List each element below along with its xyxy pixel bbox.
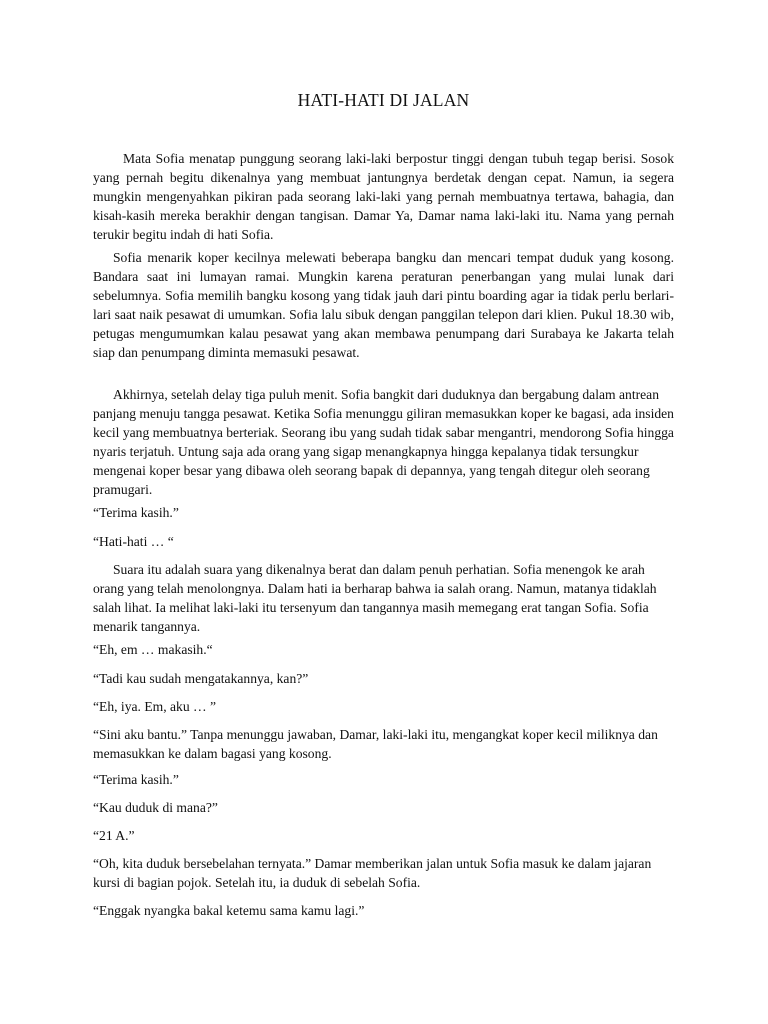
paragraph-1: Mata Sofia menatap punggung seorang laki-laki berpostur tinggi dengan tubuh tegap berisi. Sosok yang pernah begitu dikenalnya yang membuat jantungnya berdetak dengan cepat. Namun, ia segera mungkin mengenyahkan pikiran pada seorang laki-laki yang pernah membuatnya tertawa, bahagia, dan kisah-kasih mereka berakhir dengan tangisan. Damar Ya, Damar nama laki-laki itu. Nama yang pernah terukir begitu indah di hati Sofia. <box>93 151 674 242</box>
paragraph-5: “Sini aku bantu.” Tanpa menunggu jawaban, Damar, laki-laki itu, mengangkat koper kecil miliknya dan memasukkan ke dalam bagasi yang kosong. <box>93 727 658 761</box>
dialogue-line-5: “Eh, iya. Em, aku … ” <box>93 699 217 714</box>
paragraph-6: “Oh, kita duduk bersebelahan ternyata.” Damar memberikan jalan untuk Sofia masuk ke dalam jajaran kursi di bagian pojok. Setelah itu, ia duduk di sebelah Sofia. <box>93 856 652 890</box>
dialogue-line-4: “Tadi kau sudah mengatakannya, kan?” <box>93 671 309 686</box>
paragraph-3: Akhirnya, setelah delay tiga puluh menit. Sofia bangkit dari duduknya dan bergabung dalam antrean panjang menuju tangga pesawat. Ketika Sofia menunggu giliran memasukkan koper ke bagasi, ada insiden kecil yang membuatnya berteriak. Seorang ibu yang sudah tidak sabar mengantri, mendorong Sofia hingga nyaris terjatuh. Untung saja ada orang yang sigap menangkapnya hingga kepalanya tidak tersungkur mengenai koper besar yang dibawa oleh seorang bapak di depannya, yang tengah ditegur oleh seorang pramugari. <box>93 387 674 497</box>
dialogue-line-2: “Hati-hati … “ <box>93 534 174 549</box>
paragraph-4: Suara itu adalah suara yang dikenalnya berat dan dalam penuh perhatian. Sofia menengok ke arah orang yang telah menolongnya. Dalam hati ia berharap bahwa ia salah orang. Namun, matanya tidaklah salah lihat. Ia melihat laki-laki itu tersenyum dan tangannya masih memegang erat tangan Sofia. Sofia menarik tangannya. <box>93 562 657 634</box>
dialogue-line-1: “Terima kasih.” <box>93 505 179 520</box>
paragraph-2: Sofia menarik koper kecilnya melewati beberapa bangku dan mencari tempat duduk yang kosong. Bandara saat ini lumayan ramai. Mungkin karena peraturan penerbangan yang mulai lunak dari sebelumnya. Sofia memilih bangku kosong yang tidak jauh dari pintu boarding agar ia tidak perlu berlari-lari saat naik pesawat di umumkan. Sofia lalu sibuk dengan panggilan telepon dari klien. Pukul 18.30 wib, petugas mengumumkan kalau pesawat yang akan membawa penumpang dari Surabaya ke Jakarta telah siap dan penumpang diminta memasuki pesawat. <box>93 250 674 360</box>
dialogue-line-7: “Kau duduk di mana?” <box>93 800 218 815</box>
dialogue-line-8: “21 A.” <box>93 828 135 843</box>
dialogue-line-9: “Enggak nyangka bakal ketemu sama kamu lagi.” <box>93 903 365 918</box>
document-page <box>93 0 674 1024</box>
dialogue-line-6: “Terima kasih.” <box>93 772 179 787</box>
dialogue-line-3: “Eh, em … makasih.“ <box>93 642 213 657</box>
document-title: HATI-HATI DI JALAN <box>297 90 470 110</box>
